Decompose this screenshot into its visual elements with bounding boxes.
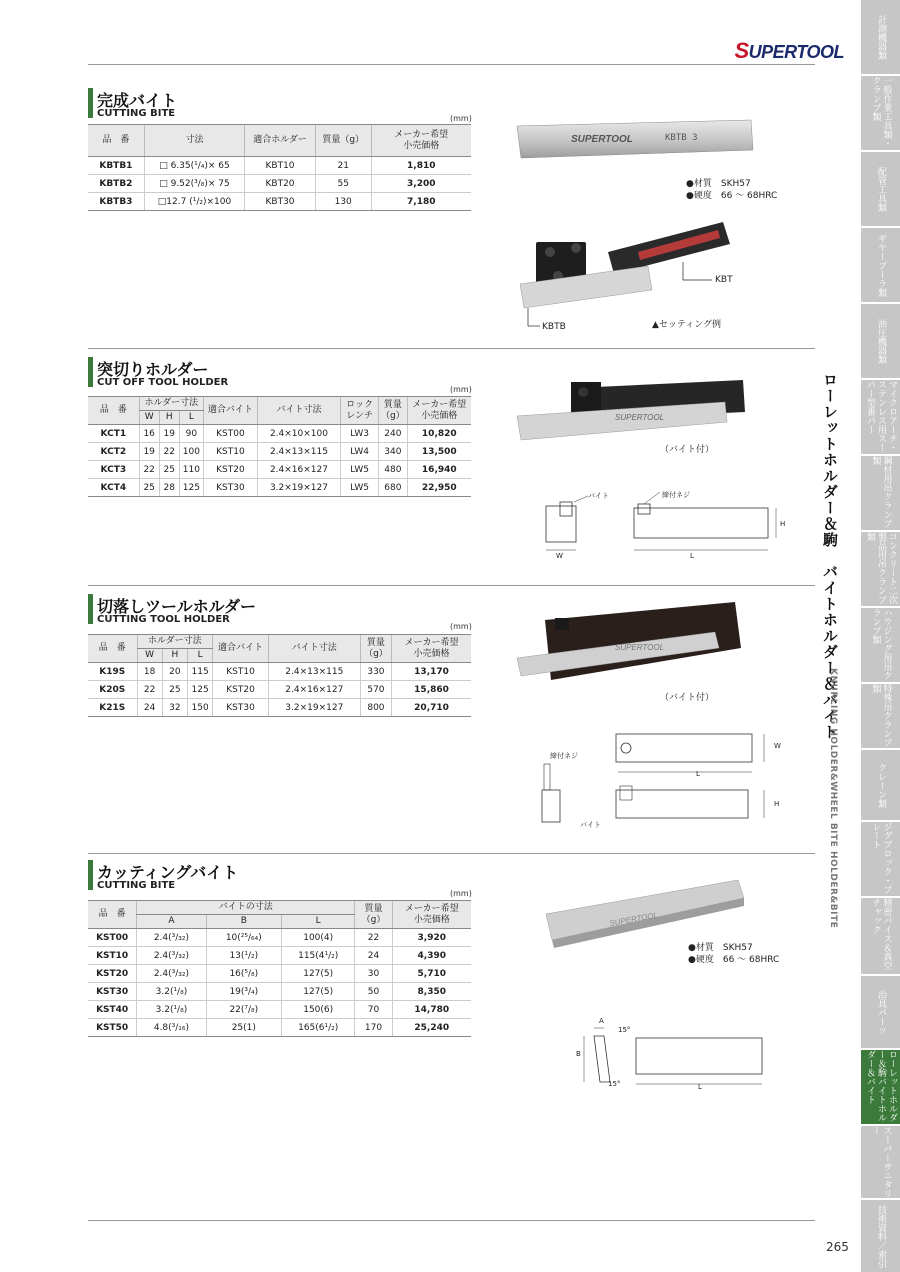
table-row (88, 983, 471, 1001)
table-cell-code: KCT2 (88, 443, 139, 461)
spec-material: ●材質 SKH57 (688, 943, 753, 953)
dim-l: L (690, 552, 694, 560)
table-row (88, 1019, 471, 1037)
table-cell-bsize: 2.4×16×127 (268, 681, 360, 699)
table-cell-size: □ 9.52(³/₈)× 75 (144, 175, 244, 193)
svg-text:SUPERTOOL: SUPERTOOL (615, 643, 665, 652)
table-cell-price: 13,170 (392, 663, 471, 681)
dim-w: W (556, 552, 563, 560)
table-cell-mass: 330 (360, 663, 391, 681)
table-cell-code: KBTB2 (88, 175, 144, 193)
table-cell-w: 24 (137, 699, 162, 717)
table-cell-price: 22,950 (407, 479, 471, 497)
table-row (88, 193, 471, 211)
table-cell-a: 2.4(³/₃₂) (137, 947, 206, 965)
table-cell-mass: 21 (315, 157, 371, 175)
table-cell-code: KCT1 (88, 425, 139, 443)
table-cell-code: KBTB3 (88, 193, 144, 211)
table-row (88, 663, 471, 681)
table-cell-holder: KBT20 (245, 175, 316, 193)
table-cell-wrench: LW4 (341, 443, 379, 461)
label-screw: 締付ネジ (662, 491, 690, 499)
side-tab[interactable]: スーパーサニタリー (861, 1126, 900, 1198)
label-kbt: KBT (715, 275, 733, 285)
section-title-en: CUTTING BITE (97, 108, 176, 119)
unit-label: (mm) (450, 889, 472, 898)
setting-caption: ▲セッティング例 (652, 320, 722, 330)
table-cell-code: K19S (88, 663, 137, 681)
table-cell-code: KCT3 (88, 461, 139, 479)
table-cell-w: 19 (139, 443, 159, 461)
table-cell-code: KST30 (88, 983, 137, 1001)
table-row (88, 443, 471, 461)
table-cell-w: 22 (139, 461, 159, 479)
table-cell-wrench: LW5 (341, 461, 379, 479)
table-cell-l: 150 (188, 699, 213, 717)
table-cell-bite: KST20 (204, 461, 258, 479)
side-tab[interactable]: コンクリート二次製品用吊クランプ類 (861, 532, 900, 606)
cutting-tool-holder-table: 品 番 ホルダー寸法 適合バイト バイト寸法 質量 （g） メーカー希望 小売価格 W H L K19S 18 20 115 KST10 2.4×13×115 330 13,170 K20S 22 25 125 KST20 2.4×16×127 570 15,860 K21S 24 32 150 KST30 3.2×19×127 800 20,710 (88, 634, 471, 717)
table-cell-mass: 570 (360, 681, 391, 699)
unit-label: (mm) (450, 114, 472, 123)
table-cell-b: 25(1) (206, 1019, 281, 1037)
section-divider (88, 585, 815, 586)
section-title-jp: 突切りホルダー (97, 360, 209, 379)
section-divider (88, 348, 815, 349)
dim-l: L (696, 770, 700, 778)
dim-h: H (774, 800, 780, 808)
table-cell-b: 10(²⁵/₆₄) (206, 929, 281, 947)
label-bite: バイト (580, 821, 601, 829)
table-cell-bite: KST00 (204, 425, 258, 443)
table-cell-bsize: 2.4×13×115 (257, 443, 340, 461)
table-cell-size: □12.7 (¹/₂)×100 (144, 193, 244, 211)
table-cell-bite: KST30 (213, 699, 269, 717)
section-title-en: CUT OFF TOOL HOLDER (97, 377, 229, 388)
section-divider (88, 853, 815, 854)
table-cell-holder: KBT10 (245, 157, 316, 175)
table-cell-h: 32 (162, 699, 187, 717)
spec-material: ●材質 SKH57 (686, 179, 751, 189)
table-cell-w: 22 (137, 681, 162, 699)
table-cell-size: □ 6.35(¹/₄)× 65 (144, 157, 244, 175)
table-cell-l: 100 (179, 443, 203, 461)
table-cell-bite: KST30 (204, 479, 258, 497)
table-cell-w: 16 (139, 425, 159, 443)
table-cell-code: K21S (88, 699, 137, 717)
table-cell-b: 19(³/₄) (206, 983, 281, 1001)
table-cell-l: 90 (179, 425, 203, 443)
table-cell-a: 4.8(³/₁₆) (137, 1019, 206, 1037)
side-tab[interactable]: クレーン類 (861, 750, 900, 820)
table-cell-b: 13(¹/₂) (206, 947, 281, 965)
table-cell-mass: 340 (379, 443, 407, 461)
dim-l: L (698, 1083, 702, 1091)
table-row (88, 947, 471, 965)
dim-h: H (780, 520, 786, 528)
dim-w: W (774, 742, 781, 750)
table-cell-bite: KST10 (204, 443, 258, 461)
table-cell-l: 100(4) (282, 929, 355, 947)
supertool-logo: SUPERTOOL (734, 38, 844, 63)
table-cell-mass: 680 (379, 479, 407, 497)
table-cell-mass: 50 (355, 983, 392, 1001)
cutoff-holder-drawing (540, 488, 800, 568)
table-cell-wrench: LW3 (341, 425, 379, 443)
table-cell-mass: 800 (360, 699, 391, 717)
table-row (88, 929, 471, 947)
side-tab[interactable]: ハウジング用吊クランプ類 (861, 608, 900, 682)
svg-text:SUPERTOOL: SUPERTOOL (571, 134, 633, 145)
table-cell-wrench: LW5 (341, 479, 379, 497)
cutoff-holder-photo (515, 376, 750, 446)
table-cell-price: 14,780 (392, 1001, 471, 1019)
page-number: 265 (826, 1240, 849, 1254)
table-cell-code: KBTB1 (88, 157, 144, 175)
table-cell-l: 110 (179, 461, 203, 479)
table-row (88, 681, 471, 699)
table-cell-price: 7,180 (371, 193, 471, 211)
section-title-en: CUTTING BITE (97, 880, 176, 891)
cutting-bite-photo (515, 116, 755, 162)
table-cell-price: 15,860 (392, 681, 471, 699)
table-cell-l: 115 (188, 663, 213, 681)
section-title-jp: 完成バイト (97, 91, 178, 110)
table-cell-code: KCT4 (88, 479, 139, 497)
table-cell-bsize: 3.2×19×127 (257, 479, 340, 497)
table-cell-holder: KBT30 (245, 193, 316, 211)
table-cell-l: 125 (188, 681, 213, 699)
section-title-jp: カッティングバイト (97, 863, 239, 882)
table-cell-h: 28 (159, 479, 179, 497)
label-screw: 締付ネジ (550, 752, 578, 760)
table-cell-bsize: 2.4×16×127 (257, 461, 340, 479)
table-cell-h: 19 (159, 425, 179, 443)
side-tab[interactable]: ジグブロック・プレート (861, 822, 900, 896)
side-tab[interactable]: 特殊吊クランプ類 (861, 684, 900, 748)
unit-label: (mm) (450, 385, 472, 394)
table-cell-code: K20S (88, 681, 137, 699)
table-cell-price: 4,390 (392, 947, 471, 965)
table-row (88, 479, 471, 497)
table-cell-b: 16(⁵/₈) (206, 965, 281, 983)
table-cell-h: 25 (159, 461, 179, 479)
top-divider (88, 64, 815, 65)
table-cell-price: 13,500 (407, 443, 471, 461)
cutting-tool-holder-drawing (520, 728, 780, 828)
table-cell-price: 1,810 (371, 157, 471, 175)
table-cell-bite: KST10 (213, 663, 269, 681)
angle-bottom: 15° (608, 1080, 621, 1088)
table-row (88, 157, 471, 175)
table-cell-price: 10,820 (407, 425, 471, 443)
table-cell-code: KST50 (88, 1019, 137, 1037)
table-cell-mass: 70 (355, 1001, 392, 1019)
section-title-en: CUTTING TOOL HOLDER (97, 614, 230, 625)
table-cell-code: KST20 (88, 965, 137, 983)
label-bite: バイト (588, 492, 609, 500)
bar-mark-text: KBTB 3 (665, 133, 698, 143)
cutting-bite2-photo (540, 878, 750, 950)
table-cell-mass: 240 (379, 425, 407, 443)
angle-top: 15° (618, 1026, 631, 1034)
photo-caption: （バイト付） (660, 693, 715, 703)
table-cell-mass: 480 (379, 461, 407, 479)
table-cell-mass: 24 (355, 947, 392, 965)
table-cell-mass: 130 (315, 193, 371, 211)
svg-text:SUPERTOOL: SUPERTOOL (615, 413, 665, 422)
side-tab[interactable]: 一般作業工具類・クランプ類 (861, 76, 900, 150)
dim-a: A (599, 1017, 604, 1025)
table-cell-bsize: 3.2×19×127 (268, 699, 360, 717)
label-kbtb: KBTB (542, 322, 566, 332)
table-cell-bite: KST20 (213, 681, 269, 699)
dim-b: B (576, 1050, 581, 1058)
table-cell-a: 3.2(¹/₈) (137, 1001, 206, 1019)
table-cell-price: 20,710 (392, 699, 471, 717)
table-cell-l: 125 (179, 479, 203, 497)
table-cell-b: 22(⁷/₈) (206, 1001, 281, 1019)
category-vertical-title-en: KNURLING HOLDER&WHEEL BITE HOLDER&BITE (828, 668, 838, 929)
table-row (88, 699, 471, 717)
table-cell-code: KST40 (88, 1001, 137, 1019)
table-cell-h: 22 (159, 443, 179, 461)
side-tab[interactable]: ギヤープーラ類 (861, 228, 900, 302)
table-cell-mass: 30 (355, 965, 392, 983)
side-tab[interactable]: マイクロアーチ・ステンレス用スーパー型番パー (861, 380, 900, 454)
table-cell-l: 127(5) (282, 983, 355, 1001)
table-cell-a: 3.2(¹/₈) (137, 983, 206, 1001)
table-cell-a: 2.4(³/₃₂) (137, 965, 206, 983)
side-tab[interactable]: 技術資料／索引 (861, 1200, 900, 1272)
section-title-jp: 切落しツールホルダー (97, 597, 257, 616)
side-tab[interactable]: 計測機器類 (861, 0, 900, 74)
table-cell-price: 8,350 (392, 983, 471, 1001)
table-cell-bsize: 2.4×13×115 (268, 663, 360, 681)
table-cell-a: 2.4(³/₃₂) (137, 929, 206, 947)
table-cell-price: 16,940 (407, 461, 471, 479)
table-row (88, 175, 471, 193)
table-cell-h: 25 (162, 681, 187, 699)
side-tab[interactable]: 鋼材用吊クランプ類 (861, 456, 900, 530)
cutting-bite2-table: 品 番 バイトの寸法 質量 （g） メーカー希望 小売価格 A B L KST00 2.4(³/₃₂) 10(²⁵/₆₄) 100(4) 22 3,920 KST10 2.4(³/₃₂) 13(¹/₂) 115(4¹/₂) 24 4,390 KST20 2.4(³/₃₂) 16(⁵/₈) 127(5) 30 5,710 KST30 3.2(¹/₈) 19(³/₄) 127(5) 50 8,350 KST40 3.2(¹/₈) 22(⁷/₈) 150(6) 70 14,780 KST50 4.8(³/₁₆) 25(1) 165(6¹/₂) 170 25,240 (88, 900, 471, 1037)
table-cell-code: KST10 (88, 947, 137, 965)
table-cell-price: 5,710 (392, 965, 471, 983)
cutting-tool-holder-photo (515, 600, 745, 685)
side-tab[interactable]: 油圧機器類 (861, 304, 900, 378)
spec-hardness: ●硬度 66 ～ 68HRC (686, 191, 778, 201)
side-tab[interactable]: 精密バイス＆真空チャック (861, 898, 900, 974)
table-row (88, 1001, 471, 1019)
table-cell-h: 20 (162, 663, 187, 681)
table-cell-l: 165(6¹/₂) (282, 1019, 355, 1037)
table-cell-l: 127(5) (282, 965, 355, 983)
cutting-bite2-drawing (570, 1012, 770, 1102)
table-cell-code: KST00 (88, 929, 137, 947)
side-tab[interactable]: ローレットホルダー＆駒バイトホルダー＆バイト (861, 1050, 900, 1124)
table-cell-bsize: 2.4×10×100 (257, 425, 340, 443)
spec-hardness: ●硬度 66 ～ 68HRC (688, 955, 780, 965)
cutoff-holder-table: 品 番 ホルダー寸法 適合バイト バイト寸法 ロック レンチ 質量 （g） メーカー希望 小売価格 W H L KCT1 16 19 90 KST00 2.4×10×100 LW3 240 10,820 KCT2 19 22 100 KST10 2.4×13×115 LW4 340 13,500 KCT3 22 25 110 KST20 2.4×16×127 LW5 480 16,940 KCT4 25 28 125 KST30 3.2×19×127 LW5 680 22,950 (88, 396, 471, 497)
photo-caption: （バイト付） (660, 445, 715, 455)
table-cell-mass: 55 (315, 175, 371, 193)
category-vertical-title: ローレットホルダー＆駒 バイトホルダー＆バイト (821, 372, 839, 740)
unit-label: (mm) (450, 622, 472, 631)
table-cell-mass: 170 (355, 1019, 392, 1037)
table-cell-mass: 22 (355, 929, 392, 947)
table-cell-price: 25,240 (392, 1019, 471, 1037)
table-cell-price: 3,920 (392, 929, 471, 947)
table-cell-l: 115(4¹/₂) (282, 947, 355, 965)
table-row (88, 425, 471, 443)
table-cell-w: 25 (139, 479, 159, 497)
bottom-divider (88, 1220, 815, 1221)
cutting-bite-table: 品 番 寸法 適合ホルダー 質量（g） メーカー希望 小売価格 KBTB1 □ 6.35(¹/₄)× 65 KBT10 21 1,810 KBTB2 □ 9.52(³/₈)× 75 KBT20 55 3,200 KBTB3 □12.7 (¹/₂)×100 KBT30 130 7,180 (88, 124, 471, 211)
table-cell-price: 3,200 (371, 175, 471, 193)
table-row (88, 461, 471, 479)
svg-text:SUPERTOOL: SUPERTOOL (608, 910, 659, 928)
table-cell-w: 18 (137, 663, 162, 681)
table-row (88, 965, 471, 983)
table-cell-l: 150(6) (282, 1001, 355, 1019)
side-tab[interactable]: 治具パーツ (861, 976, 900, 1048)
side-tab[interactable]: 配管工具類 (861, 152, 900, 226)
